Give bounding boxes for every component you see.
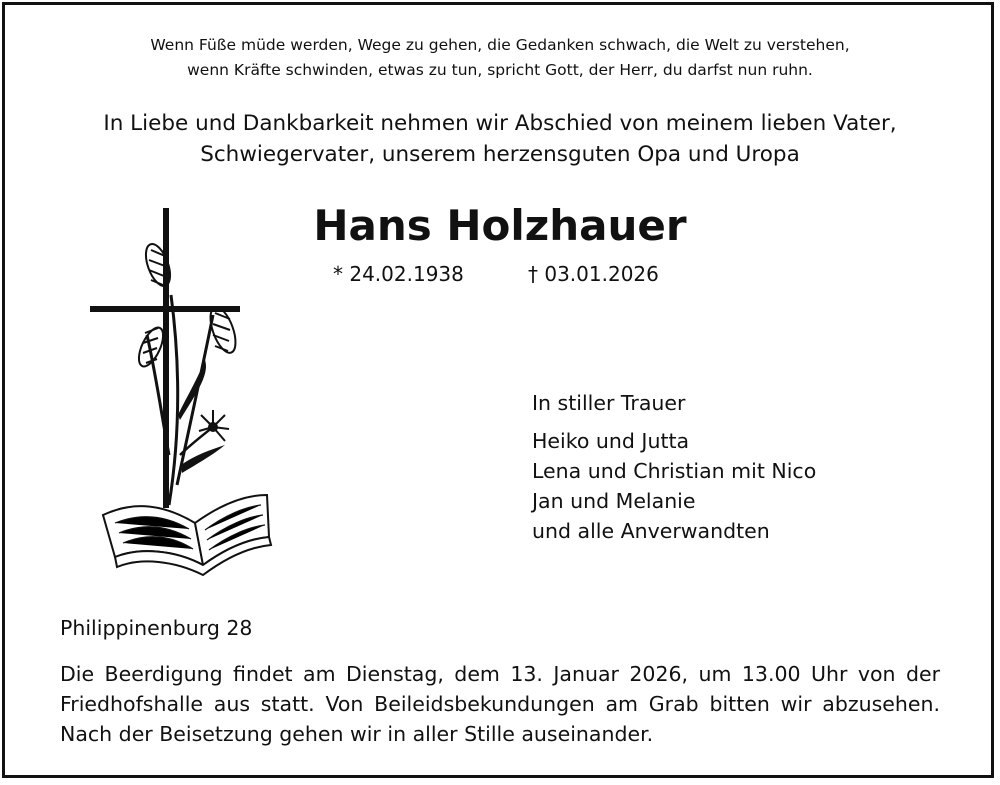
poem: [0, 33, 1000, 83]
birth-date: * 24.02.1938: [333, 262, 464, 286]
intro-line: In Liebe und Dankbarkeit nehmen wir Abschied von meinem lieben Vater,: [103, 111, 897, 136]
poem-line: Wenn Füße müde werden, Wege zu gehen, die Gedanken schwach, die Welt zu verstehen,: [150, 36, 850, 54]
mourner-name: Lena und Christian mit Nico: [532, 459, 817, 483]
mourner-name: Jan und Melanie: [532, 489, 696, 513]
cross-wheat-bible-icon: [85, 205, 275, 590]
intro-line: Schwiegervater, unserem herzensguten Opa und Uropa: [200, 142, 800, 167]
funeral-notice: Die Beerdigung findet am Dienstag, dem 13. Januar 2026, um 13.00 Uhr von der Friedhofshalle aus statt. Von Beileidsbekundungen am Grab bitten wir abzusehen. Nach der Beisetzung gehen wir in aller Stille auseinander.: [60, 662, 940, 746]
poem-line: wenn Kräfte schwinden, etwas zu tun, spricht Gott, der Herr, du darfst nun ruhn.: [187, 61, 813, 79]
mourner-name: und alle Anverwandten: [532, 519, 770, 543]
deceased-name: Hans Holzhauer: [313, 201, 687, 250]
farewell-intro: [0, 108, 1000, 170]
mourners-block: [532, 388, 816, 546]
mourner-name: Heiko und Jutta: [532, 429, 690, 453]
address: Philippinenburg 28: [60, 616, 253, 640]
mourning-phrase: In stiller Trauer: [532, 391, 686, 415]
death-date: † 03.01.2026: [528, 262, 659, 286]
